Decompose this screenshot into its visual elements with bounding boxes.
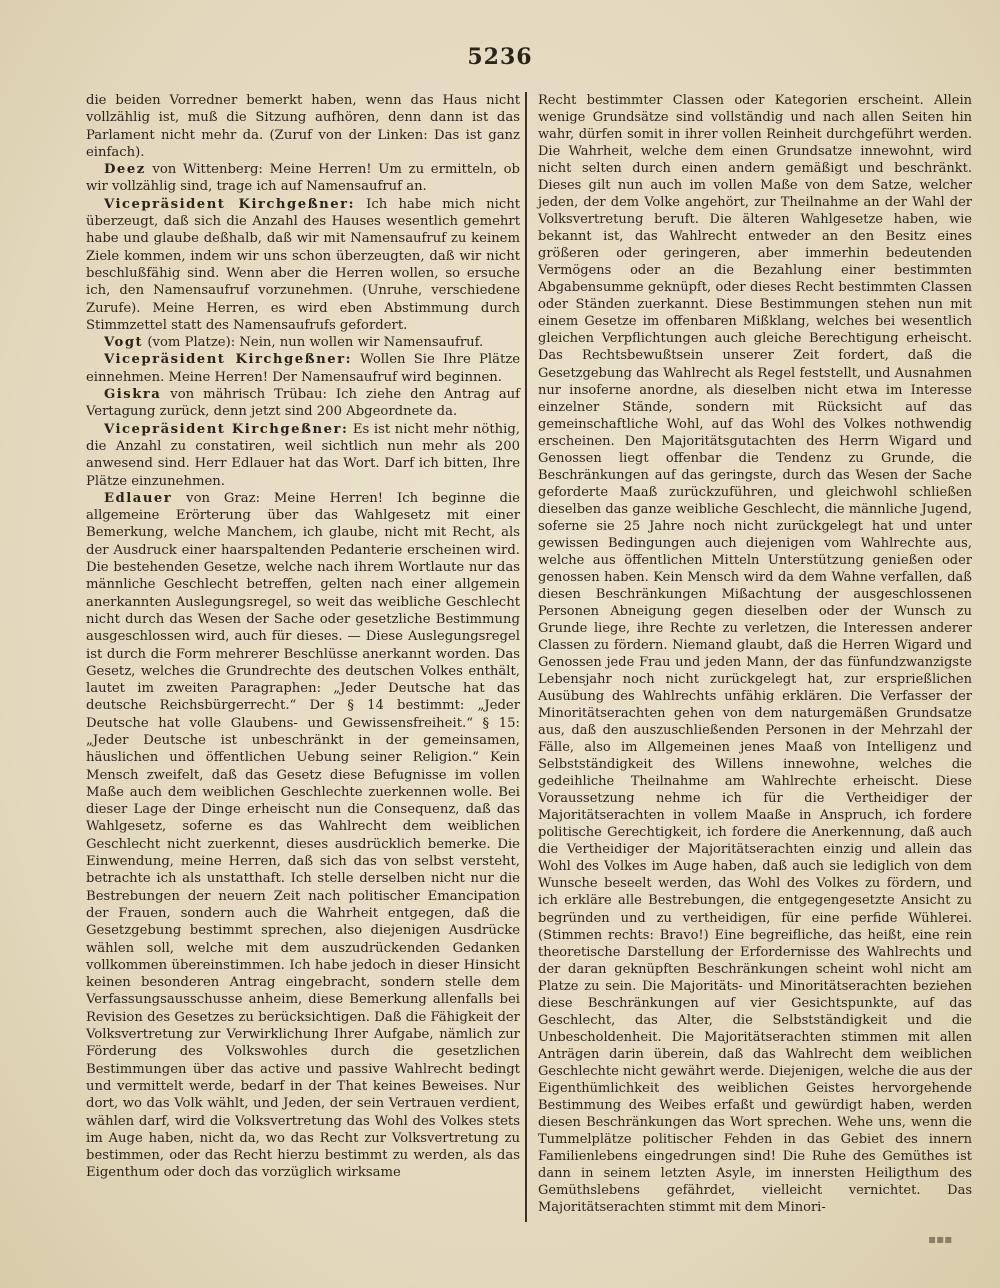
paragraph-text: Wollen Sie Ihre Plätze einnehmen. Meine Herren! Der Namensaufruf wird beginnen. <box>86 352 521 385</box>
paragraph <box>86 196 520 334</box>
paragraph-text: Recht bestimmter Classen oder Kategorien erscheint. Allein wenige Grundsätze sind vollständig und nach allen Seiten hin wahr, dürfen somit in ihrer vollen Reinheit durchgeführt werden. Die Wahrheit, welche dem einen Grundsatze innewohnt, wird nicht selten durch einen andern gemäßigt und beschränkt. Dieses gilt nun auch im vollen Maße von dem Satze, welcher jeden, der dem Volke angehört, zur Theilnahme an der Wahl der Volksvertretung beruft. Die älteren Wahlgesetze haben, wie bekannt ist, das Wahlrecht entweder an den Besitz eines größeren oder geringeren, aber immerhin bedeutenden Vermögens oder an die Bezahlung einer bestimmten Abgabensumme geknüpft, oder dieses Recht bestimmten Classen oder Ständen zuerkannt. Diese Bestimmungen stehen nun mit einem Gesetze im offenbaren Mißklang, welches bei wesentlich gleichen Verpflichtungen auch gleiche Berechtigung erheischt. Das Rechtsbewußtsein unserer Zeit fordert, daß die Gesetzgebung das Wahlrecht als Regel feststellt, und Ausnahmen nur insoferne anordne, als dieselben nicht etwa im Interesse einzelner Stände, sondern mit Rücksicht auf das gemeinschaftliche Wohl, auf das Wohl des Volkes nothwendig erscheinen. Den Majoritätsgutachten des Herrn Wigard und Genossen liegt offenbar die Tendenz zu Grunde, die Beschränkungen auf das geringste, durch das Wesen der Sache geforderte Maaß zurückzuführen, und gleichwohl schließen dieselben das ganze weibliche Geschlecht, die männliche Jugend, soferne sie 25 Jahre noch nicht zurückgelegt hat und unter gewissen Bedingungen auch diejenigen vom Wahlrechte aus, welche aus öffentlichen Mitteln Unterstützung genießen oder genossen haben. Kein Mensch wird da dem Wahne verfallen, daß diesen Beschränkungen Mißachtung der ausgeschlossenen Personen Abneigung gegen dieselben oder der Wunsch zu Grunde liege, ihre Rechte zu verletzen, die Interessen anderer Classen zu fördern. Niemand glaubt, daß die Herren Wigard und Genossen jede Frau und jeden Mann, der das fünfundzwanzigste Lebensjahr noch nicht zurückgelegt hat, zur ersprießlichen Ausübung des Wahlrechts unfähig erklären. Die Verfasser der Minoritätserachten gehen von dem naturgemäßen Grundsatze aus, daß den auszuschließenden Personen in der Mehrzahl der Fälle, also im Allgemeinen jenes Maaß von Intelligenz und Selbstständigkeit des Willens innewohne, welches die gedeihliche Theilnahme am Wahlrechte erheischt. Diese Voraussetzung nehme ich für die Vertheidiger der Majoritätserachten in vollem Maaße in Anspruch, ich fordere politische Gerechtigkeit, ich fordere die Anerkennung, daß auch die Vertheidiger der Majoritätserachten einzig und allein das Wohl des Volkes im Auge haben, daß auch sie lediglich von dem Wunsche beseelt werden, das Wohl des Volkes zu fördern, und ich erkläre alle Bestrebungen, die entgegengesetzte Ansicht zu begründen und zu vertheidigen, für eine perfide Wühlerei. (Stimmen rechts: Bravo!) Eine begreifliche, das heißt, eine rein theoretische Darstellung der Erfordernisse des Wahlrechts und der daran geknüpften Beschränkungen scheint wohl nicht am Platze zu sein. Die Majoritäts- und Minoritätserachten beziehen diese Beschränkungen auf vier Gesichtspunkte, auf das Geschlecht, das Alter, die Selbstständigkeit und die Unbescholdenheit. Die Majoritätserachten stimmen mit allen Anträgen darin überein, daß das Wahlrecht dem weiblichen Geschlechte nicht gewährt werde. Diejenigen, welche die aus der Eigenthümlichkeit des weiblichen Geistes hervorgehende Bestimmung des Weibes erfaßt und gewürdigt haben, werden diesen Beschränkungen das Wort sprechen. Wehe uns, wenn die Tummelplätze politischer Fehden in das Gebiet des innern Familienlebens eingedrungen sind! Die Ruhe des Gemüthes ist dann in seinem letzten Asyle, im innersten Heiligthum des Gemüthslebens gefährdet, vielleicht vernichtet. Das Majoritätserachten stimmt mit dem Minori- <box>538 93 972 1216</box>
paragraph <box>538 92 972 1216</box>
paragraph-text: von Wittenberg: Meine Herren! Um zu ermitteln, ob wir vollzählig sind, trage ich auf Namensaufruf an. <box>86 162 520 195</box>
page-number: 5236 <box>467 44 533 70</box>
print-mark: ▪▪▪ <box>928 1232 953 1246</box>
right-column <box>538 92 972 1222</box>
paragraph <box>86 92 520 161</box>
left-column <box>86 92 520 1222</box>
speaker-name: Deez <box>104 162 146 178</box>
speaker-name: Vicepräsident Kirchgeßner: <box>104 352 352 368</box>
paragraph <box>86 386 520 421</box>
paragraph-text: von mährisch Trübau: Ich ziehe den Antrag auf Vertagung zurück, denn jetzt sind 200 Abgeordnete da. <box>86 387 520 420</box>
speaker-name: Vogt <box>104 335 144 351</box>
paragraph-text: (vom Platze): Nein, nun wollen wir Namensaufruf. <box>147 335 484 351</box>
paragraph-text: Ich habe mich nicht überzeugt, daß sich die Anzahl des Hauses wesentlich gemehrt habe und glaube deßhalb, daß wir mit Namensaufruf zu keinem Ziele kommen, indem wir uns schon überzeugten, daß wir nicht beschlußfähig sind. Wenn aber die Herren wollen, so ersuche ich, den Namensaufruf vorzunehmen. (Unruhe, verschiedene Zurufe). Meine Herren, es wird eben Abstimmung durch Stimmzettel statt des Namensaufrufs gefordert. <box>86 196 520 333</box>
paragraph-text: die beiden Vorredner bemerkt haben, wenn das Haus nicht vollzählig ist, muß die Sitzung aufhören, denn dann ist das Parlament nicht mehr da. (Zuruf von der Linken: Das ist ganz einfach). <box>86 93 520 160</box>
speaker-name: Vicepräsident Kirchgeßner: <box>104 421 349 437</box>
paragraph-text: von Graz: Meine Herren! Ich beginne die allgemeine Erörterung über das Wahlgesetz mit einer Bemerkung, welche Manchem, ich glaube, nicht mit Recht, als der Ausdruck einer haarspaltenden Pedanterie erscheinen wird. Die bestehenden Gesetze, welche nach ihrem Wortlaute nur das männliche Geschlecht betreffen, gelten nach einer allgemein anerkannten Auslegungsregel, so weit das weibliche Geschlecht nicht durch das Wesen der Sache oder gesetzliche Bestimmung ausgeschlossen wird, auch für dieses. — Diese Auslegungsregel ist durch die Form mehrerer Beschlüsse anerkannt worden. Das Gesetz, welches die Grundrechte des deutschen Volkes enthält, lautet im zweiten Paragraphen: „Jeder Deutsche hat das deutsche Reichsbürgerrecht.“ Der § 14 bestimmt: „Jeder Deutsche hat volle Glaubens- und Gewissensfreiheit.“ § 15: „Jeder Deutsche ist unbeschränkt in der gemeinsamen, häuslichen und öffentlichen Uebung seiner Religion.“ Kein Mensch zweifelt, daß das Gesetz diese Befugnisse im vollen Maße auch dem weiblichen Geschlechte zuerkennen wolle. Bei dieser Lage der Dinge erheischt nun die Consequenz, daß das Wahlgesetz, soferne es das Wahlrecht dem weiblichen Geschlecht nicht zuerkennt, dieses ausdrücklich bemerke. Die Einwendung, meine Herren, daß sich das von selbst versteht, betrachte ich als unstatthaft. Ich stelle derselben nicht nur die Bestrebungen der neuern Zeit nach politischer Emancipation der Frauen, sondern auch die Wahrheit entgegen, daß die Gesetzgebung bestimmt sprechen, also diejenigen Ausdrücke wählen soll, welche mit dem auszudrückenden Gedanken vollkommen übereinstimmen. Ich habe jedoch in dieser Hinsicht keinen besonderen Antrag eingebracht, sondern stelle dem Verfassungsausschusse anheim, diese Bemerkung allenfalls bei Revision des Gesetzes zu berücksichtigen. Daß die Fähigkeit der Volksvertretung zur Verwirklichung Ihrer Aufgabe, nämlich zur Förderung des Volkswohles durch die gesetzlichen Bestimmungen über das active und passive Wahlrecht bedingt und vermittelt werde, bedarf in der That keines Beweises. Nur dort, wo das Volk wählt, und Jeden, der sein Vertrauen verdient, wählen darf, wird die Volksvertretung das Wohl des Volkes stets im Auge haben, nicht da, wo das Recht zur Volksvertretung zu bestimmen, oder das Recht hierzu bestimmt zu werden, als das Eigenthum oder doch das vorzüglich wirksame <box>86 490 520 1181</box>
paragraph <box>86 351 520 386</box>
paragraph <box>86 334 520 351</box>
paragraph <box>86 490 520 1182</box>
column-divider <box>525 92 527 1222</box>
speaker-name: Edlauer <box>104 490 173 506</box>
paragraph <box>86 421 520 490</box>
paragraph-text: Es ist nicht mehr nöthig, die Anzahl zu constatiren, weil sichtlich nun mehr als 200 anwesend sind. Herr Edlauer hat das Wort. Darf ich bitten, Ihre Plätze einzunehmen. <box>86 421 520 489</box>
speaker-name: Vicepräsident Kirchgeßner: <box>104 196 355 212</box>
speaker-name: Giskra <box>104 387 162 403</box>
paragraph <box>86 161 520 196</box>
